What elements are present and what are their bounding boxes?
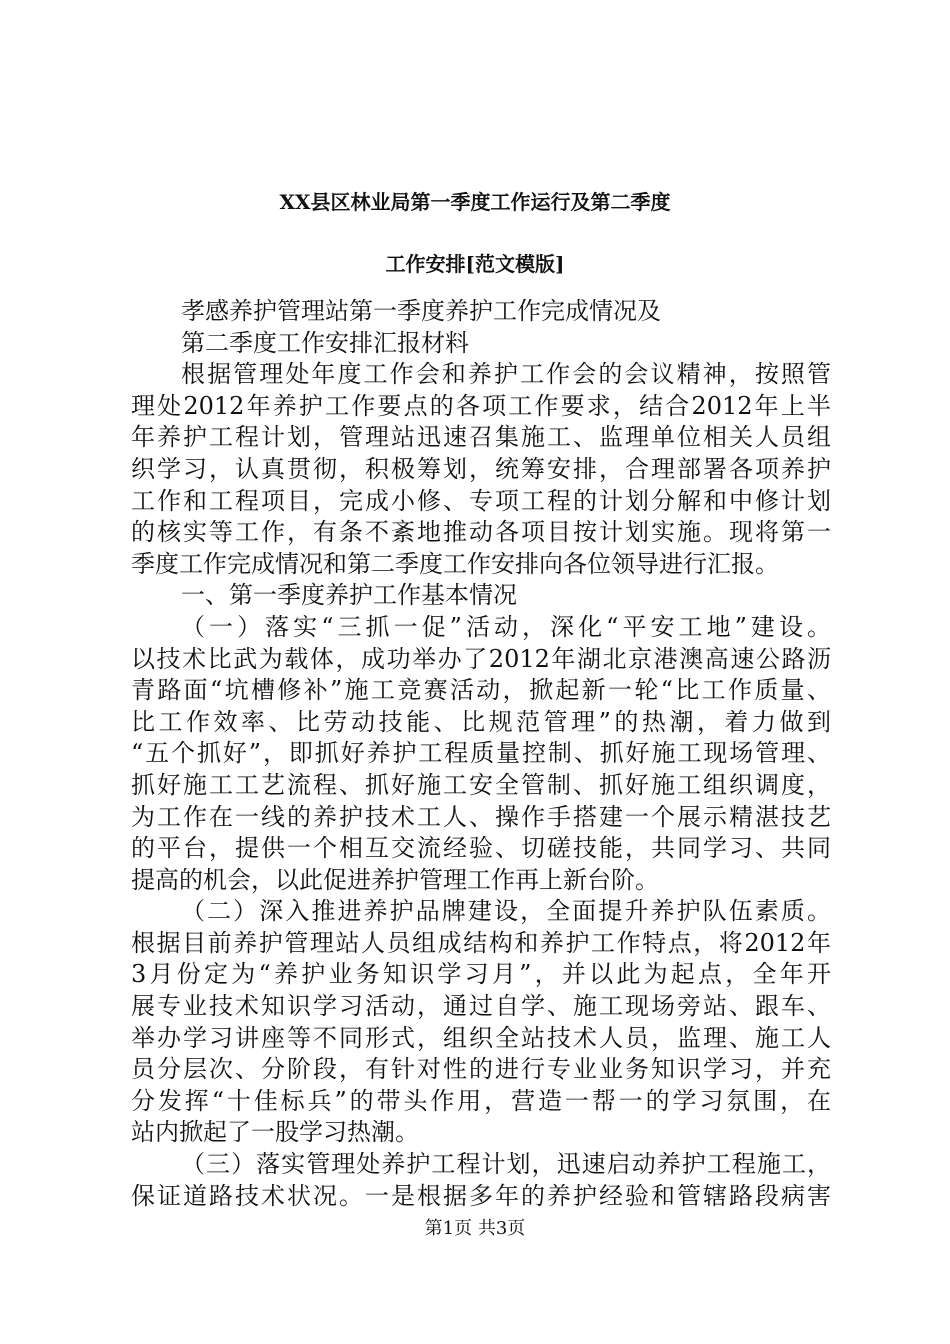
body-line: 提高的机会，以此促进养护管理工作再上新台阶。: [131, 865, 659, 894]
body-line: 员分层次、分阶段，有针对性的进行专业业务知识学习，并充: [131, 1055, 831, 1084]
document-title-line-1: XX县区林业局第一季度工作运行及第二季度: [279, 190, 671, 214]
body-line: 青路面“坑槽修补”施工竞赛活动，掀起新一轮“比工作质量、: [131, 676, 831, 705]
body-line: 3月份定为“养护业务知识学习月”，并以此为起点，全年开: [131, 960, 831, 989]
body-line: 以技术比武为载体，成功举办了2012年湖北京港澳高速公路沥: [131, 644, 831, 673]
document-body: [131, 296, 831, 1212]
body-line: 为工作在一线的养护技术工人、操作手搭建一个展示精湛技艺: [131, 802, 831, 831]
body-line: 第二季度工作安排汇报材料: [181, 328, 469, 357]
body-line: （二）深入推进养护品牌建设，全面提升养护队伍素质。: [181, 897, 831, 926]
body-line: 理处2012年养护工作要点的各项工作要求，结合2012年上半: [131, 391, 831, 420]
body-line: 织学习，认真贯彻，积极筹划，统筹安排，合理部署各项养护: [131, 454, 831, 483]
body-line: 抓好施工工艺流程、抓好施工安全管制、抓好施工组织调度，: [131, 770, 831, 799]
document-title-line-2: 工作安排[范文模版]: [385, 252, 565, 276]
body-line: （一）落实“三抓一促”活动，深化“平安工地”建设。: [181, 612, 831, 641]
body-line: 根据管理处年度工作会和养护工作会的会议精神，按照管: [181, 360, 831, 389]
body-line: 比工作效率、比劳动技能、比规范管理”的热潮，着力做到: [131, 707, 831, 736]
page-footer: 第1页 共3页: [424, 1218, 526, 1239]
body-line: 站内掀起了一股学习热潮。: [131, 1118, 419, 1147]
body-line: 举办学习讲座等不同形式，组织全站技术人员，监理、施工人: [131, 1023, 831, 1052]
body-line: 的核实等工作，有条不紊地推动各项目按计划实施。现将第一: [131, 518, 831, 547]
body-line: 保证道路技术状况。一是根据多年的养护经验和管辖路段病害: [131, 1181, 831, 1210]
body-line: 的平台，提供一个相互交流经验、切磋技能，共同学习、共同: [131, 834, 831, 863]
body-line: 展专业技术知识学习活动，通过自学、施工现场旁站、跟车、: [131, 992, 831, 1021]
body-line: 季度工作完成情况和第二季度工作安排向各位领导进行汇报。: [131, 549, 779, 578]
body-line: 一、第一季度养护工作基本情况: [181, 581, 517, 610]
body-line: 孝感养护管理站第一季度养护工作完成情况及: [181, 297, 661, 325]
body-line: 工作和工程项目，完成小修、专项工程的计划分解和中修计划: [131, 486, 831, 515]
body-line: 根据目前养护管理站人员组成结构和养护工作特点，将2012年: [131, 928, 831, 957]
body-line: “五个抓好”，即抓好养护工程质量控制、抓好施工现场管理、: [131, 739, 831, 768]
body-line: 分发挥“十佳标兵”的带头作用，营造一帮一的学习氛围，在: [131, 1086, 831, 1115]
body-line: （三）落实管理处养护工程计划，迅速启动养护工程施工，: [181, 1150, 831, 1179]
body-line: 年养护工程计划，管理站迅速召集施工、监理单位相关人员组: [131, 423, 831, 452]
